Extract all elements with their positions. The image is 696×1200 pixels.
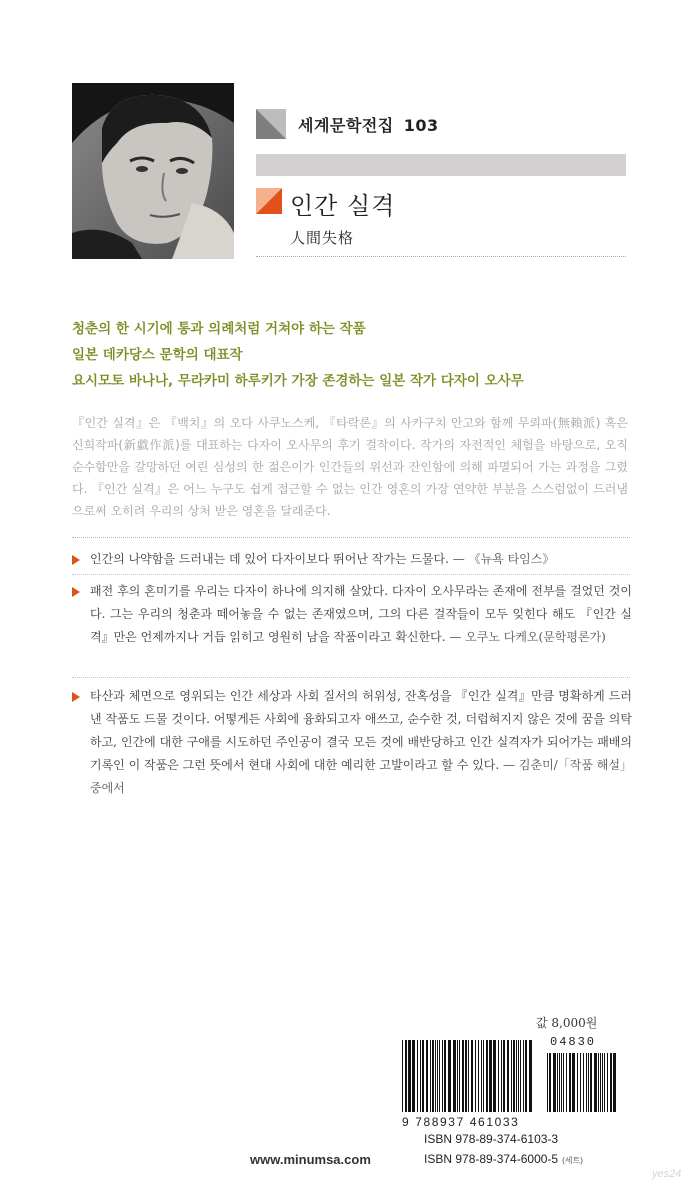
series-number: 103 [403, 116, 439, 135]
taglines [72, 318, 632, 396]
barcode-bar [516, 1040, 517, 1112]
arrow-icon [72, 587, 80, 597]
barcode-bar [594, 1053, 597, 1112]
barcode-bar [529, 1040, 532, 1112]
tagline: 요시모토 바나나, 무라카미 하루키가 가장 존경하는 일본 작가 다자이 오사무 [72, 373, 524, 389]
barcode-bar [489, 1040, 492, 1112]
series-triangle-icon [256, 109, 286, 139]
barcode-bar [518, 1040, 519, 1112]
quote-divider [72, 574, 630, 575]
barcode-bar [412, 1040, 415, 1112]
quote-source: — 《뉴욕 타임스》 [452, 552, 555, 566]
barcode-bar [613, 1053, 616, 1112]
barcode-bar [483, 1040, 484, 1112]
barcode-bar [486, 1040, 488, 1112]
book-description: 『인간 실격』은 『백치』의 오다 사쿠노스케, 『타락론』의 사카구치 안고와 함께 무뢰파(無賴派) 혹은 신희작파(新戱作派)를 대표하는 다자이 오사무의 후기 걸작이다. 작가의 자전적인 체험을 바탕으로, 오직 순수함만을 갈망하던 여린 심성의 한 젊은이가 인간들의 위선과 잔인함에 의해 파멸되어 가는 과정을 그렸다. 『인간 실격』은 어느 누구도 쉽게 접근할 수 없는 인간 영혼의 가장 연약한 부분을 스스럼없이 드러냄으로써 오히려 우리의 상처 받은 영혼을 달래준다. [72, 416, 628, 518]
arrow-icon [72, 692, 80, 702]
barcode-bar [459, 1040, 460, 1112]
barcode-bar [478, 1040, 479, 1112]
barcode-bar [432, 1040, 434, 1112]
addon-digits: 04830 [550, 1035, 597, 1049]
barcode-bar [569, 1053, 571, 1112]
barcode-bar [437, 1040, 438, 1112]
barcode-bar [600, 1053, 601, 1112]
quote-source: — 김춘미/「작품 해설」 중에서 [90, 758, 632, 795]
quote-divider [72, 677, 630, 678]
barcode-bar [405, 1040, 407, 1112]
barcode-bar [417, 1040, 418, 1112]
barcode-bar [547, 1053, 548, 1112]
barcode-bar [513, 1040, 515, 1112]
barcode-bar [453, 1040, 456, 1112]
barcode-bar [572, 1053, 575, 1112]
tagline: 일본 데카당스 문학의 대표작 [72, 347, 243, 363]
review-quote [72, 580, 632, 649]
book-title: 인간 실격 [290, 192, 396, 220]
barcode-bar [607, 1053, 608, 1112]
isbn-set-number: ISBN 978-89-374-6000-5 [424, 1152, 559, 1166]
isbn-set [424, 1152, 583, 1166]
series-name: 세계문학전집 [298, 116, 394, 135]
barcode-bar [465, 1040, 467, 1112]
addon-barcode [547, 1053, 617, 1112]
barcode-bar [481, 1040, 482, 1112]
title-triangle-icon [256, 188, 282, 214]
barcode-bar [498, 1040, 499, 1112]
barcode-bar [435, 1040, 436, 1112]
quote-source: — 오쿠노 다케오(문학평론가) [449, 630, 606, 644]
barcode-bar [586, 1053, 587, 1112]
header-divider [256, 256, 626, 257]
quote-text: 타산과 체면으로 영위되는 인간 세상과 사회 질서의 허위성, 잔혹성을 『인간 실격』만큼 명확하게 드러낸 작품도 드물 것이다. 어떻게든 사회에 융화되고자 애쓰고, 순수한 것, 더럽혀지지 않은 것에 꿈을 의탁하고, 인간에 대한 구애를 시도하던 주인공이 결국 모든 것에 배반당하고 인간 실격자가 되어가는 패배의 기록인 이 작품은 그런 뜻에서 현대 사회에 대한 예리한 고발이라고 할 수 있다. [90, 689, 632, 772]
ean-barcode [402, 1040, 532, 1112]
barcode-bar [422, 1040, 424, 1112]
barcode-bar [439, 1040, 440, 1112]
quote-text: 인간의 나약함을 드러내는 데 있어 다자이보다 뛰어난 작가는 드물다. [90, 552, 449, 566]
barcode-bar [588, 1053, 589, 1112]
arrow-icon [72, 555, 80, 565]
series-label [298, 113, 439, 136]
barcode-bar [580, 1053, 581, 1112]
barcode-bar [475, 1040, 476, 1112]
barcode-bar [602, 1053, 603, 1112]
review-quote [72, 548, 632, 571]
author-portrait [72, 83, 234, 259]
barcode-bar [493, 1040, 496, 1112]
barcode-bar [503, 1040, 505, 1112]
barcode-bar [566, 1053, 567, 1112]
barcode-bar [553, 1053, 556, 1112]
isbn-book: ISBN 978-89-374-6103-3 [424, 1132, 559, 1146]
series-band [256, 154, 626, 176]
price: 값 8,000원 [536, 1016, 598, 1030]
barcode-bar [511, 1040, 512, 1112]
barcode-bar [471, 1040, 473, 1112]
barcode-bar [444, 1040, 446, 1112]
book-hanja-title: 人間失格 [290, 229, 355, 247]
barcode-bar [583, 1053, 584, 1112]
barcode-bar [420, 1040, 421, 1112]
barcode-bar [559, 1053, 560, 1112]
barcode-bar [598, 1053, 599, 1112]
barcode-bar [604, 1053, 605, 1112]
barcode-bar [549, 1053, 551, 1112]
barcode-bar [520, 1040, 521, 1112]
review-quote [72, 685, 632, 800]
barcode-bar [563, 1053, 564, 1112]
barcode-bar [442, 1040, 443, 1112]
barcode-bar [557, 1053, 558, 1112]
watermark: yes24 [652, 1168, 682, 1180]
tagline: 청춘의 한 시기에 통과 의례처럼 거쳐야 하는 작품 [72, 321, 366, 337]
barcode-bar [507, 1040, 509, 1112]
description-divider [72, 537, 630, 538]
barcode-bar [590, 1053, 592, 1112]
barcode-bar [561, 1053, 562, 1112]
barcode-bar [408, 1040, 411, 1112]
isbn-set-note: (세트) [562, 1156, 583, 1165]
barcode-bar [610, 1053, 612, 1112]
barcode-bar [462, 1040, 464, 1112]
barcode-bar [457, 1040, 458, 1112]
barcode-bar [577, 1053, 578, 1112]
barcode-bar [525, 1040, 527, 1112]
barcode-bar [426, 1040, 428, 1112]
barcode-bar [501, 1040, 502, 1112]
barcode-bar [448, 1040, 451, 1112]
publisher-website[interactable]: www.minumsa.com [250, 1152, 371, 1167]
quote-text: 패전 후의 혼미기를 우리는 다자이 하나에 의지해 살았다. 다자이 오사무라는 존재에 전부를 걸었던 것이다. 그는 우리의 청춘과 떼어놓을 수 없는 존재였으며, 그의 다른 걸작들이 모두 잊힌다 해도 『인간 실격』만은 언제까지나 거듭 읽히고 영원히 남을 작품이라고 확신한다. [90, 584, 632, 644]
barcode-bar [468, 1040, 469, 1112]
ean-digits: 9 788937 461033 [402, 1115, 520, 1129]
barcode-bar [430, 1040, 431, 1112]
barcode-bar [523, 1040, 524, 1112]
barcode-bar [402, 1040, 403, 1112]
